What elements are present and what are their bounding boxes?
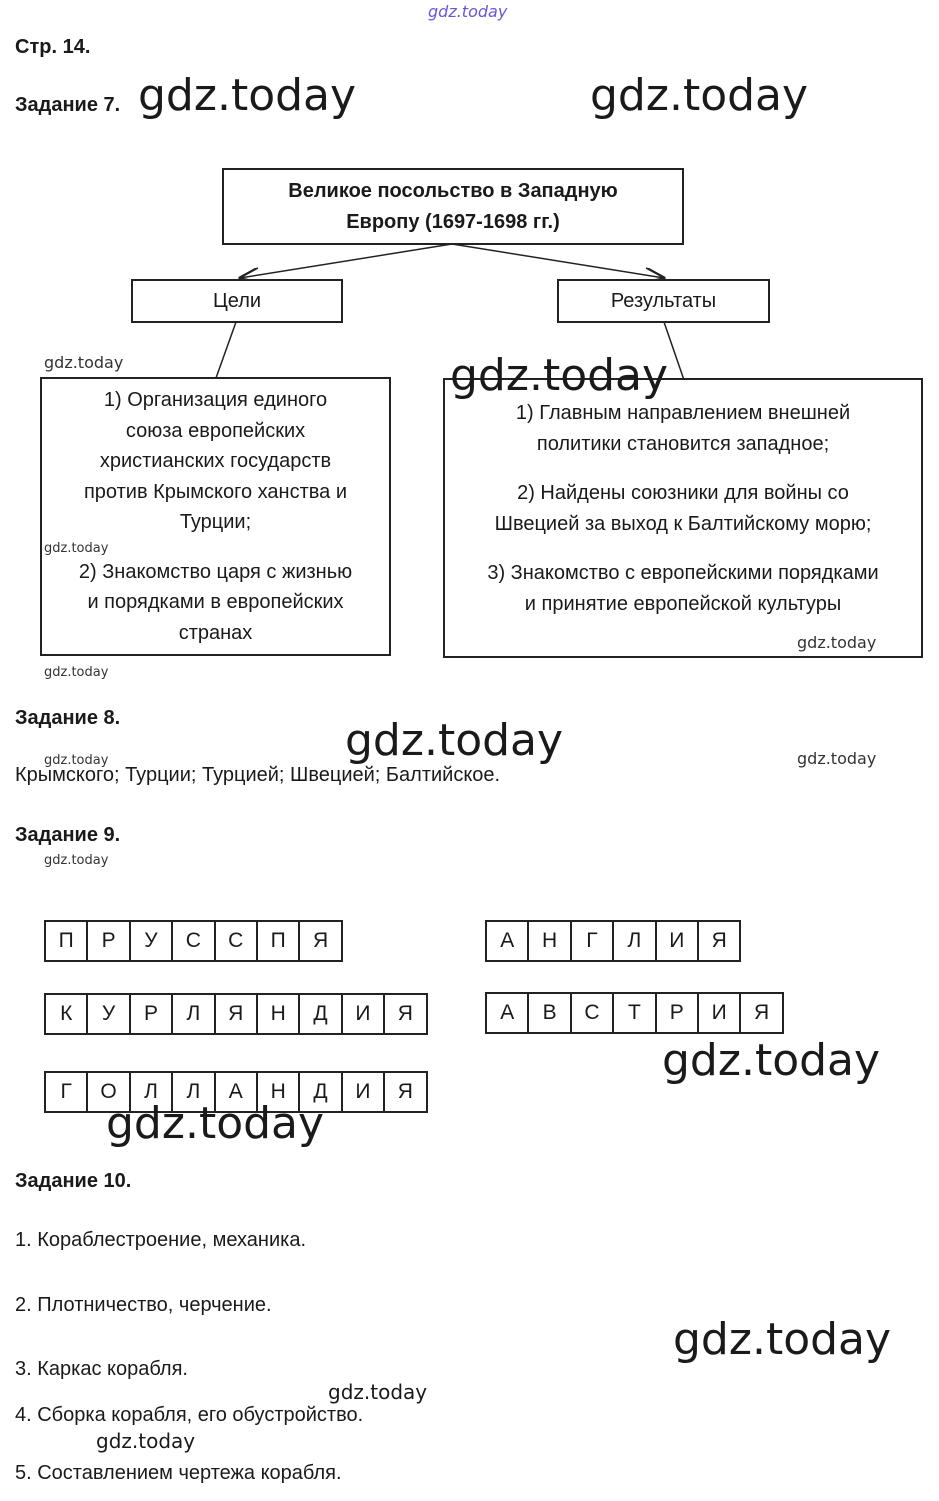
- letter-cell: В: [527, 992, 571, 1034]
- watermark: gdz.today: [44, 353, 124, 372]
- letter-cell: У: [129, 920, 173, 962]
- letter-cell: И: [697, 992, 741, 1034]
- results-list: [445, 398, 921, 619]
- word-row-courland: [44, 993, 428, 1035]
- result-line: 1) Главным направлением внешней: [515, 402, 851, 424]
- letter-cell: Н: [256, 1071, 300, 1113]
- results-box: Результаты: [557, 279, 770, 323]
- letter-cell: Д: [298, 993, 342, 1035]
- task9-heading: Задание 9.: [15, 824, 121, 846]
- word-row-england: [485, 920, 741, 962]
- letter-cell: И: [341, 993, 385, 1035]
- goal-line: против Крымского ханства и: [83, 480, 348, 503]
- letter-cell: Л: [171, 993, 215, 1035]
- watermark: gdz.today: [662, 1035, 881, 1086]
- goals-detail-box: [40, 377, 391, 656]
- letter-cell: Р: [129, 993, 173, 1035]
- goal-line: 2) Знакомство царя с жизнью: [78, 560, 353, 583]
- letter-cell: Г: [44, 1071, 88, 1113]
- watermark: gdz.today: [345, 715, 564, 766]
- letter-cell: Г: [570, 920, 614, 962]
- embassy-title-line2: Европу (1697-1698 гг.): [346, 210, 560, 233]
- task7-heading: Задание 7.: [15, 94, 121, 116]
- letter-cell: С: [214, 920, 258, 962]
- watermark: gdz.today: [138, 70, 357, 121]
- watermark: gdz.today: [44, 665, 109, 680]
- results-detail-box: [443, 378, 923, 658]
- letter-cell: П: [256, 920, 300, 962]
- result-line: политики становится западное;: [536, 432, 830, 455]
- task10-item: 1. Кораблестроение, механика.: [15, 1229, 307, 1251]
- result-line: Швецией за выход к Балтийскому морю;: [494, 512, 872, 535]
- task10-item: 3. Каркас корабля.: [15, 1358, 188, 1380]
- letter-cell: Н: [256, 993, 300, 1035]
- letter-cell: Д: [298, 1071, 342, 1113]
- letter-cell: Л: [171, 1071, 215, 1113]
- watermark: gdz.today: [96, 1429, 196, 1453]
- watermark: gdz.today: [450, 350, 669, 401]
- watermark: gdz.today: [44, 853, 109, 868]
- letter-cell: К: [44, 993, 88, 1035]
- goals-list: [42, 385, 389, 648]
- embassy-title-line1: Великое посольство в Западную: [288, 179, 618, 202]
- result-line: 3) Знакомство с европейскими порядками: [487, 562, 879, 584]
- goal-line: и порядками в европейских: [87, 591, 344, 613]
- goal-line: 1) Организация единого: [103, 389, 328, 411]
- task8-heading: Задание 8.: [15, 707, 121, 729]
- page-label: Стр. 14.: [15, 36, 91, 58]
- watermark: gdz.today: [673, 1314, 892, 1365]
- letter-cell: Н: [527, 920, 571, 962]
- letter-cell: Л: [129, 1071, 173, 1113]
- letter-cell: Я: [739, 992, 783, 1034]
- letter-cell: Т: [612, 992, 656, 1034]
- letter-cell: А: [485, 992, 529, 1034]
- watermark: gdz.today: [44, 541, 109, 556]
- goal-line: христианских государств: [99, 450, 332, 472]
- letter-cell: Я: [298, 920, 342, 962]
- letter-cell: У: [86, 993, 130, 1035]
- letter-cell: А: [214, 1071, 258, 1113]
- letter-cell: Р: [86, 920, 130, 962]
- letter-cell: С: [570, 992, 614, 1034]
- letter-cell: А: [485, 920, 529, 962]
- watermark: gdz.today: [590, 70, 809, 121]
- letter-cell: О: [86, 1071, 130, 1113]
- letter-cell: П: [44, 920, 88, 962]
- letter-cell: И: [341, 1071, 385, 1113]
- embassy-box: [222, 168, 684, 245]
- watermark-top: gdz.today: [428, 2, 508, 21]
- watermark: gdz.today: [44, 753, 109, 768]
- task10-item: 4. Сборка корабля, его обустройство.: [15, 1404, 364, 1426]
- result-line: 2) Найдены союзники для войны со: [517, 482, 849, 504]
- task10-item: 2. Плотничество, черчение.: [15, 1294, 272, 1316]
- word-row-prussia: [44, 920, 343, 962]
- task10-heading: Задание 10.: [15, 1170, 132, 1192]
- task8-answer: Крымского; Турции; Турцией; Швецией; Балтийское.: [15, 764, 501, 786]
- letter-cell: Я: [214, 993, 258, 1035]
- watermark: gdz.today: [106, 1098, 325, 1149]
- letter-cell: Я: [697, 920, 741, 962]
- word-row-austria: [485, 992, 784, 1034]
- letter-cell: Р: [655, 992, 699, 1034]
- letter-cell: Я: [383, 993, 427, 1035]
- letter-cell: И: [655, 920, 699, 962]
- goals-box: Цели: [131, 279, 343, 323]
- watermark: gdz.today: [797, 749, 877, 768]
- watermark: gdz.today: [328, 1380, 428, 1404]
- letter-cell: Л: [612, 920, 656, 962]
- task10-item: 5. Составлением чертежа корабля.: [15, 1462, 342, 1484]
- arrow-to-results: [452, 244, 664, 278]
- result-line: и принятие европейской культуры: [524, 592, 842, 615]
- letter-cell: С: [171, 920, 215, 962]
- letter-cell: Я: [383, 1071, 427, 1113]
- goal-line: Турции;: [179, 511, 252, 533]
- goal-line: странах: [178, 621, 253, 644]
- goal-line: союза европейских: [125, 419, 306, 442]
- watermark: gdz.today: [797, 633, 877, 652]
- arrow-to-goals: [240, 244, 452, 278]
- line-goals-detail: [216, 322, 236, 378]
